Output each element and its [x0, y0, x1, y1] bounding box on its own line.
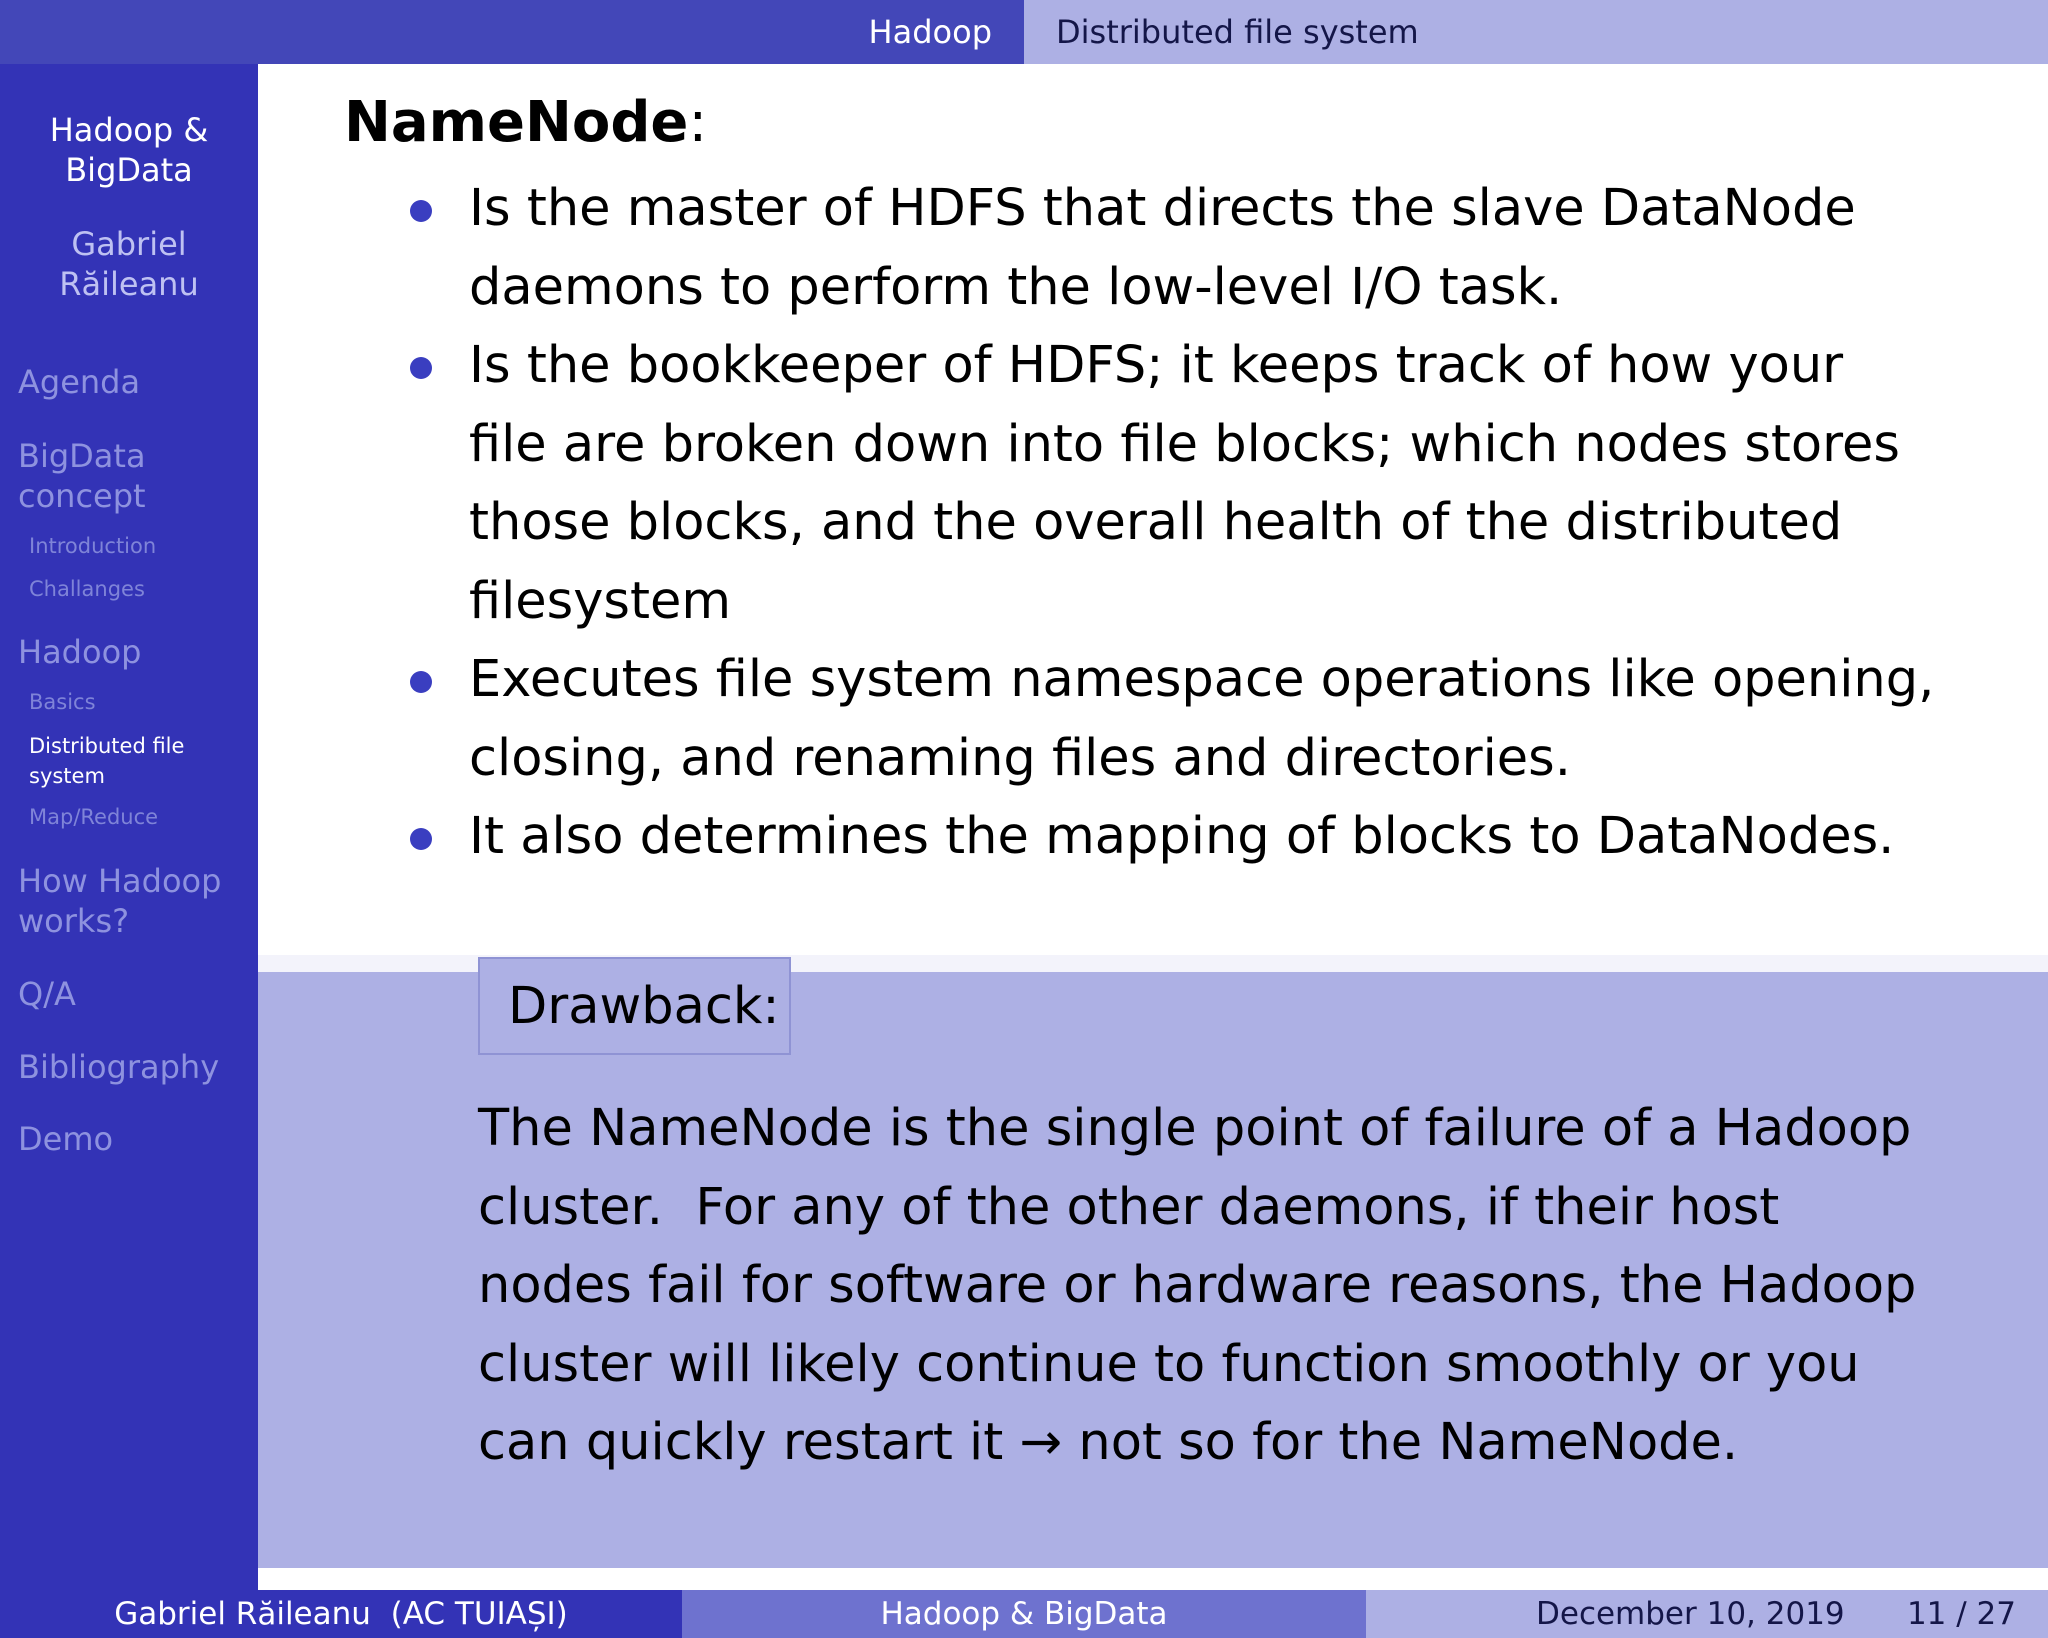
- bullet-dot-icon: [410, 671, 432, 693]
- sidebar-item-label: concept: [18, 477, 146, 515]
- sidebar-subitem-distributed-file-system[interactable]: [29, 731, 249, 791]
- sidebar-item-label: BigData: [18, 437, 146, 475]
- sidebar-item-hadoop[interactable]: Hadoop: [18, 633, 142, 671]
- bullet-line: closing, and renaming files and directories.: [469, 728, 1571, 788]
- header-bar: [0, 0, 2048, 64]
- sidebar-subitem-challanges[interactable]: Challanges: [29, 577, 145, 601]
- drawback-line: cluster will likely continue to function smoothly or you: [478, 1334, 1860, 1394]
- header-subsection-label: Distributed file system: [1056, 13, 1419, 51]
- bullet-line: It also determines the mapping of blocks to DataNodes.: [469, 807, 1895, 866]
- sidebar-item-how-hadoop-works[interactable]: [18, 861, 248, 941]
- sidebar-subitem-basics[interactable]: Basics: [29, 690, 96, 714]
- sidebar-presentation-title[interactable]: [0, 110, 258, 190]
- footer-info: [1366, 1590, 2048, 1638]
- bullet-dot-icon: [410, 828, 432, 850]
- header-subsection-cell[interactable]: [1024, 0, 2048, 64]
- bullet-item: [400, 641, 1960, 798]
- sidebar-item-qa[interactable]: Q/A: [18, 975, 76, 1013]
- footer-title[interactable]: [682, 1590, 1366, 1638]
- sidebar-subitem-introduction[interactable]: Introduction: [29, 534, 157, 558]
- sidebar-author-line: Răileanu: [59, 265, 199, 303]
- bullet-dot-icon: [410, 200, 432, 222]
- sidebar-item-agenda[interactable]: Agenda: [18, 363, 141, 401]
- bullet-line: file are broken down into file blocks; which nodes stores: [469, 414, 1900, 474]
- header-section-cell[interactable]: [0, 0, 1024, 64]
- frame-title-colon: :: [688, 90, 708, 155]
- sidebar-author-line: Gabriel: [71, 225, 187, 263]
- sidebar-title-line: Hadoop &: [49, 111, 209, 149]
- bullet-item: [400, 170, 1960, 327]
- sidebar-author: [0, 224, 258, 304]
- bullet-line: filesystem: [469, 571, 732, 631]
- sidebar-item-bigdata-concept[interactable]: [18, 436, 248, 516]
- footer-page-number: 11 / 27: [1906, 1596, 2016, 1632]
- sidebar-item-demo[interactable]: Demo: [18, 1120, 114, 1158]
- footer-author[interactable]: [0, 1590, 682, 1638]
- sidebar-subitem-mapreduce[interactable]: Map/Reduce: [29, 805, 159, 829]
- bullet-list: [400, 170, 1960, 877]
- bullet-line: Is the bookkeeper of HDFS; it keeps track of how your: [469, 336, 1844, 395]
- drawback-line: nodes fail for software or hardware reasons, the Hadoop: [478, 1256, 1917, 1315]
- bullet-line: daemons to perform the low-level I/O task.: [469, 257, 1563, 317]
- bullet-line: Is the master of HDFS that directs the slave DataNode: [469, 179, 1856, 238]
- footer-bar: [0, 1590, 2048, 1638]
- bullet-item: [400, 798, 1960, 877]
- bullet-dot-icon: [410, 357, 432, 379]
- drawback-line: The NameNode is the single point of failure of a Hadoop: [478, 1099, 1912, 1158]
- sidebar-item-bibliography[interactable]: Bibliography: [18, 1048, 220, 1086]
- footer-title-label: Hadoop & BigData: [880, 1596, 1168, 1632]
- footer-date: December 10, 2019: [1536, 1596, 1845, 1632]
- frame-title-term: NameNode: [344, 90, 689, 155]
- sidebar-title-line: BigData: [65, 151, 193, 189]
- drawback-line: can quickly restart it → not so for the NameNode.: [478, 1413, 1739, 1472]
- sidebar: [0, 64, 258, 1590]
- header-section-label: Hadoop: [868, 13, 992, 51]
- drawback-line: cluster. For any of the other daemons, if their host: [478, 1177, 1780, 1237]
- bullet-line: those blocks, and the overall health of the distributed: [469, 493, 1843, 552]
- bullet-line: Executes file system namespace operations like opening,: [469, 650, 1935, 709]
- frame-title: [344, 90, 707, 156]
- sidebar-item-label: works?: [18, 902, 130, 940]
- drawback-label: Drawback:: [478, 957, 791, 1055]
- sidebar-item-label: How Hadoop: [18, 862, 222, 900]
- drawback-text: [478, 1090, 2018, 1483]
- sidebar-subitem-label: Distributed file: [29, 734, 185, 758]
- bullet-item: [400, 327, 1960, 641]
- sidebar-subitem-label: system: [29, 764, 105, 788]
- footer-author-label: Gabriel Răileanu (AC TUIAȘI): [114, 1596, 568, 1632]
